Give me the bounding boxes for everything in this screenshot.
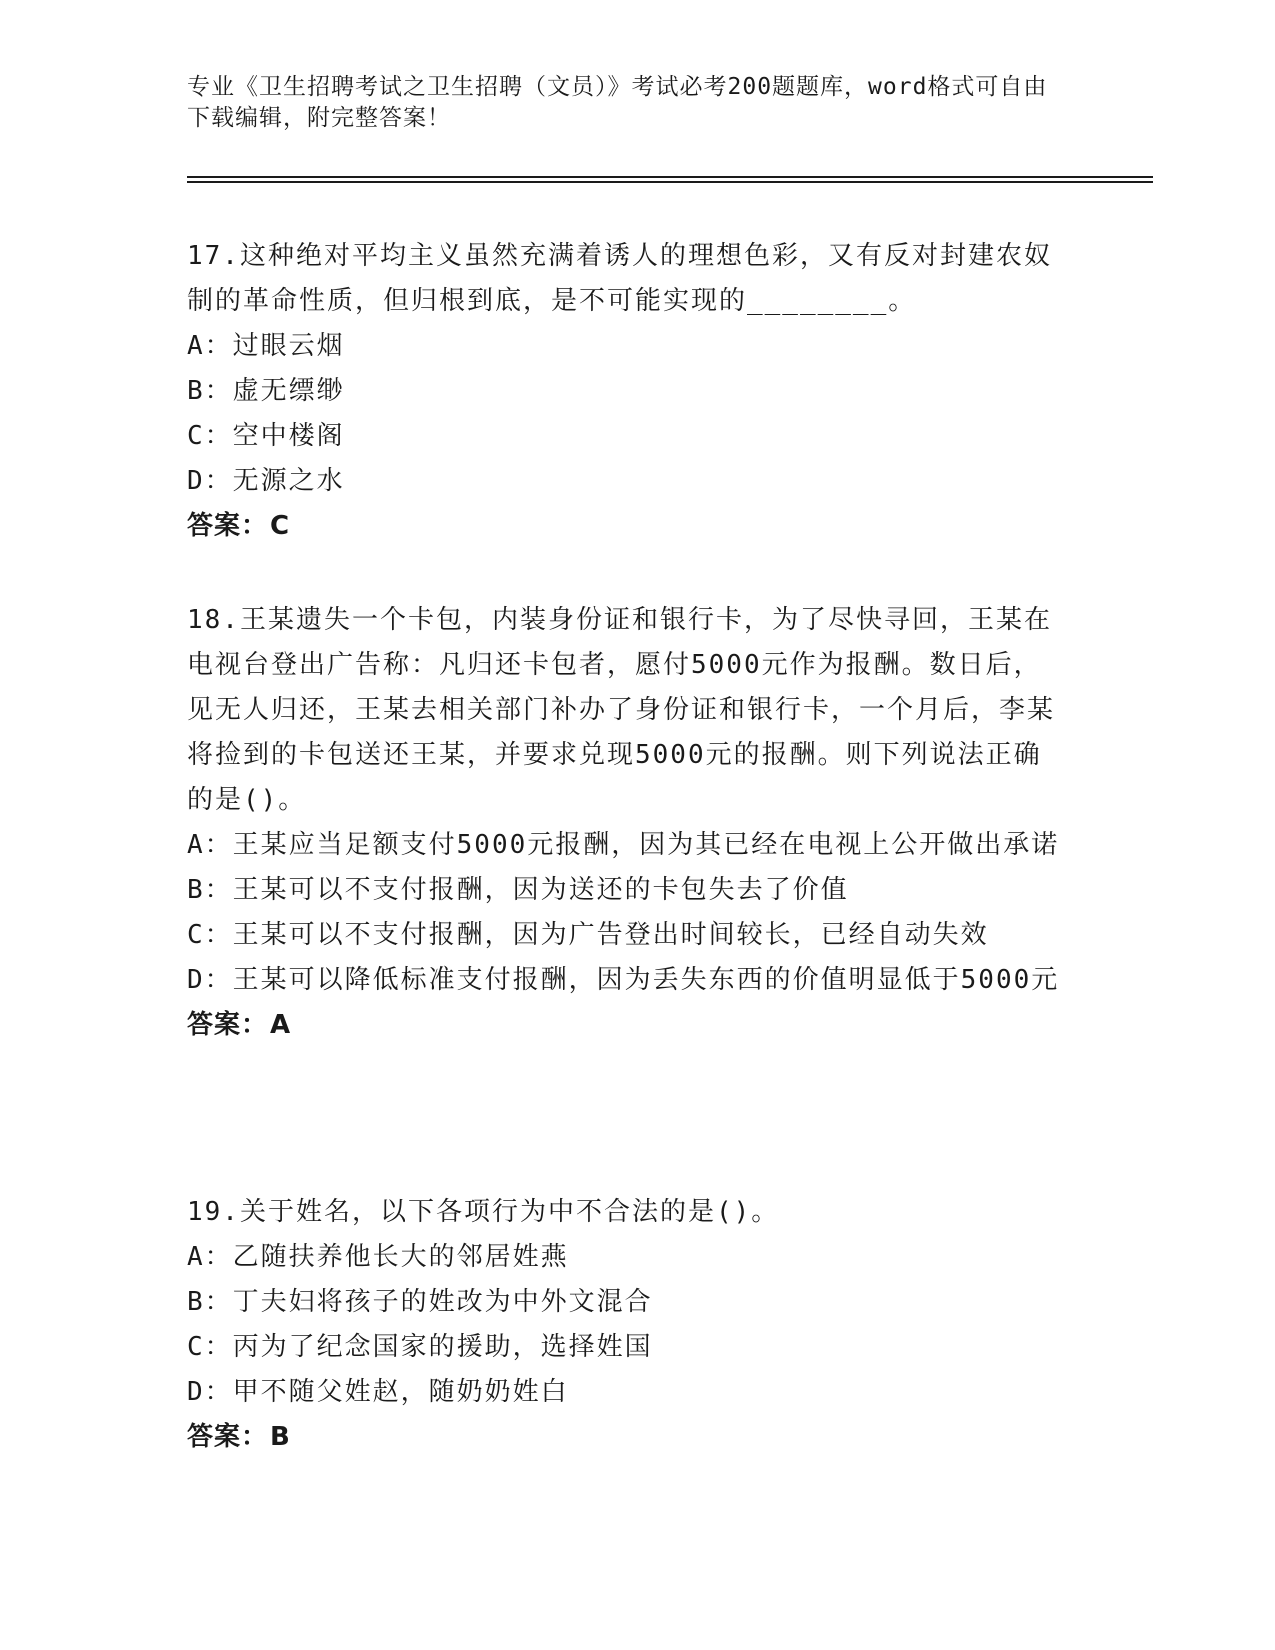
option-c: C：空中楼阁: [187, 421, 345, 451]
question-19: [187, 1190, 1067, 1460]
option-d: D：甲不随父姓赵，随奶奶姓白: [187, 1377, 569, 1407]
option-b: B：虚无缥缈: [187, 376, 345, 406]
header-intro-text: 专业《卫生招聘考试之卫生招聘（文员）》考试必考200题题库，word格式可自由下载编辑，附完整答案！: [187, 74, 1048, 131]
question-17: [187, 234, 1067, 549]
header-divider-bottom: [187, 181, 1153, 183]
answer-line: [187, 1003, 1067, 1048]
answer-label: 答案：: [187, 1010, 269, 1040]
option-c: C：丙为了纪念国家的援助，选择姓国: [187, 1332, 653, 1362]
answer-line: [187, 504, 1067, 549]
answer-line: [187, 1415, 1067, 1460]
answer-value: C: [270, 511, 291, 541]
question-stem: 17.这种绝对平均主义虽然充满着诱人的理想色彩，又有反对封建农奴制的革命性质，但归根到底，是不可能实现的________。: [187, 241, 1052, 316]
option-c: C：王某可以不支付报酬，因为广告登出时间较长，已经自动失效: [187, 920, 989, 950]
question-stem: 19.关于姓名，以下各项行为中不合法的是()。: [187, 1197, 780, 1227]
header-divider-top: [187, 176, 1153, 178]
option-b: B：丁夫妇将孩子的姓改为中外文混合: [187, 1287, 653, 1317]
answer-value: B: [270, 1422, 291, 1452]
option-d: D：无源之水: [187, 466, 345, 496]
option-d: D：王某可以降低标准支付报酬，因为丢失东西的价值明显低于5000元: [187, 965, 1060, 995]
option-a: A：乙随扶养他长大的邻居姓燕: [187, 1242, 569, 1272]
answer-value: A: [270, 1010, 292, 1040]
question-18: [187, 598, 1067, 1048]
answer-label: 答案：: [187, 1422, 269, 1452]
question-stem: 18.王某遗失一个卡包，内装身份证和银行卡，为了尽快寻回，王某在电视台登出广告称：凡归还卡包者，愿付5000元作为报酬。数日后，见无人归还，王某去相关部门补办了身份证和银行卡，一个月后，李某将捡到的卡包送还王某，并要求兑现5000元的报酬。则下列说法正确的是()。: [187, 605, 1056, 815]
answer-label: 答案：: [187, 511, 269, 541]
option-a: A：过眼云烟: [187, 331, 345, 361]
document-header: [187, 72, 1067, 134]
option-a: A：王某应当足额支付5000元报酬，因为其已经在电视上公开做出承诺: [187, 830, 1060, 860]
option-b: B：王某可以不支付报酬，因为送还的卡包失去了价值: [187, 875, 849, 905]
